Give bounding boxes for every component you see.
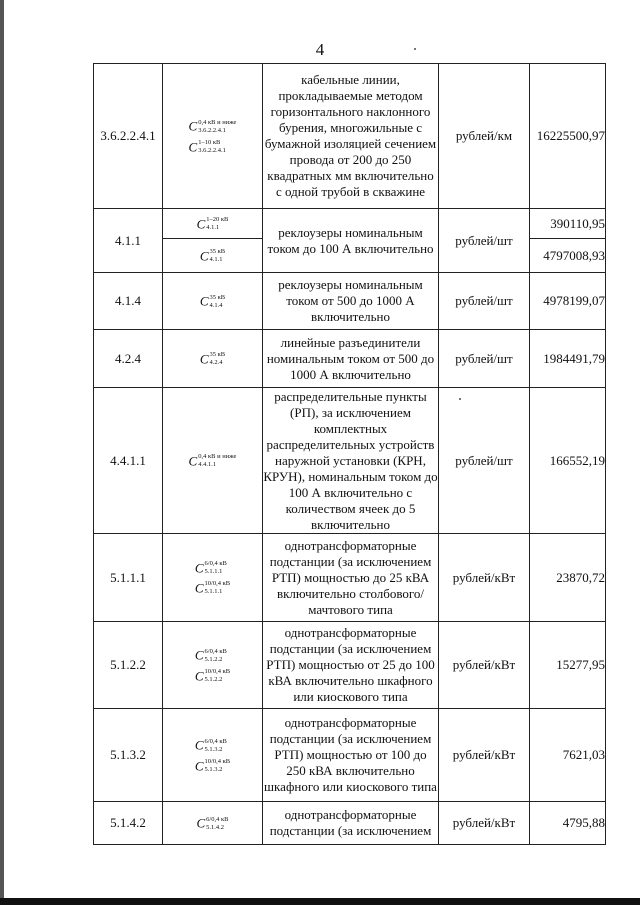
rate-symbol: C 0,4 кВ и ниже 3.6.2.2.4.1 bbox=[188, 118, 237, 134]
page-number: 4 bbox=[315, 40, 325, 59]
rate-symbol-cell bbox=[163, 64, 263, 209]
table-row bbox=[94, 802, 606, 845]
row-code: 4.1.1 bbox=[94, 209, 163, 273]
row-description: линейные разъединители номинальным током от 500 до 1000 А включительно bbox=[263, 330, 439, 388]
row-unit: рублей/кВт bbox=[439, 622, 530, 709]
rate-symbol-cell bbox=[163, 709, 263, 802]
tariff-table bbox=[93, 63, 606, 845]
row-description: кабельные линии, прокладываемые методом горизонтального наклонного бурения, многожильные с бумажной изоляцией сечением провода от 200 до 250 квадратных мм включительно с одной трубой в скважине bbox=[263, 64, 439, 209]
rate-symbol: C 6/0,4 кВ 5.1.1.1 bbox=[194, 560, 227, 576]
table-row bbox=[94, 64, 606, 209]
rate-symbol-cell bbox=[163, 273, 263, 330]
rate-symbol: C 6/0,4 кВ 5.1.4.2 bbox=[196, 815, 229, 831]
row-description: однотрансформаторные подстанции (за исключением РТП) мощностью до 25 кВА включительно столбового/мачтового типа bbox=[263, 534, 439, 622]
row-value: 4795,88 bbox=[530, 802, 606, 845]
row-unit: рублей/кВт bbox=[439, 802, 530, 845]
rate-symbol-cell bbox=[163, 330, 263, 388]
row-code: 3.6.2.2.4.1 bbox=[94, 64, 163, 209]
row-description: реклоузеры номинальным током до 100 А включительно bbox=[263, 209, 439, 273]
table-row bbox=[94, 330, 606, 388]
row-code: 4.1.4 bbox=[94, 273, 163, 330]
row-unit: рублей/кВт bbox=[439, 709, 530, 802]
row-code: 5.1.4.2 bbox=[94, 802, 163, 845]
rate-symbol-cell bbox=[163, 209, 263, 239]
table-row bbox=[94, 388, 606, 534]
row-value: 4978199,07 bbox=[530, 273, 606, 330]
rate-symbol: C 10/0,4 кВ 5.1.2.2 bbox=[194, 667, 231, 684]
rate-symbol: C 35 кВ 4.1.4 bbox=[199, 293, 226, 309]
rate-symbol: C 1–10 кВ 3.6.2.2.4.1 bbox=[188, 138, 226, 155]
rate-symbol: C 6/0,4 кВ 5.1.2.2 bbox=[194, 647, 227, 663]
row-code: 5.1.2.2 bbox=[94, 622, 163, 709]
rate-symbol-cell bbox=[163, 622, 263, 709]
rate-symbol: C 10/0,4 кВ 5.1.1.1 bbox=[194, 580, 231, 596]
rate-symbol: C 10/0,4 кВ 5.1.3.2 bbox=[194, 757, 231, 774]
row-unit: рублей/шт bbox=[439, 273, 530, 330]
row-unit: рублей/шт bbox=[439, 388, 530, 534]
rate-symbol: C 35 кВ 4.1.1 bbox=[199, 248, 226, 264]
row-unit: рублей/шт bbox=[439, 209, 530, 273]
row-value: 15277,95 bbox=[530, 622, 606, 709]
row-value: 7621,03 bbox=[530, 709, 606, 802]
scan-bottom-edge bbox=[0, 898, 640, 905]
table-row bbox=[94, 209, 606, 239]
rate-symbol: C 0,4 кВ и ниже 4.4.1.1 bbox=[188, 453, 237, 469]
row-description: реклоузеры номинальным током от 500 до 1000 А включительно bbox=[263, 273, 439, 330]
row-code: 4.2.4 bbox=[94, 330, 163, 388]
table-row bbox=[94, 534, 606, 622]
row-value: 4797008,93 bbox=[530, 239, 606, 273]
row-value: 1984491,79 bbox=[530, 330, 606, 388]
row-value: 166552,19 bbox=[530, 388, 606, 534]
rate-symbol: C 6/0,4 кВ 5.1.3.2 bbox=[194, 737, 227, 753]
row-description: однотрансформаторные подстанции (за исключением РТП) мощностью от 25 до 100 кВА включительно шкафного или киоскового типа bbox=[263, 622, 439, 709]
table-row bbox=[94, 273, 606, 330]
row-unit: рублей/кВт bbox=[439, 534, 530, 622]
row-description: однотрансформаторные подстанции (за исключением РТП) мощностью от 100 до 250 кВА включительно шкафного или киоскового типа bbox=[263, 709, 439, 802]
row-value: 23870,72 bbox=[530, 534, 606, 622]
rate-symbol: C 35 кВ 4.2.4 bbox=[199, 351, 226, 367]
rate-symbol: C 1–20 кВ 4.1.1 bbox=[196, 216, 229, 232]
rate-symbol-cell bbox=[163, 388, 263, 534]
rate-symbol-cell bbox=[163, 534, 263, 622]
row-description: распределительные пункты (РП), за исключением комплектных распределительных устройств наружной установки (КРН, КРУН), номинальным током до 100 А включительно с количеством ячеек до 5 включительно bbox=[263, 388, 438, 532]
row-code: 5.1.3.2 bbox=[94, 709, 163, 802]
row-description: однотрансформаторные подстанции (за исключением bbox=[263, 802, 439, 845]
table-row bbox=[94, 709, 606, 802]
row-value: 16225500,97 bbox=[530, 64, 606, 209]
scan-left-edge bbox=[0, 0, 4, 905]
rate-symbol-cell bbox=[163, 802, 263, 845]
rate-symbol-cell bbox=[163, 239, 263, 273]
row-code: 4.4.1.1 bbox=[94, 388, 163, 534]
table-row bbox=[94, 622, 606, 709]
row-unit: рублей/шт bbox=[439, 330, 530, 388]
row-value: 390110,95 bbox=[530, 209, 606, 239]
row-unit: рублей/км bbox=[439, 64, 530, 209]
row-code: 5.1.1.1 bbox=[94, 534, 163, 622]
